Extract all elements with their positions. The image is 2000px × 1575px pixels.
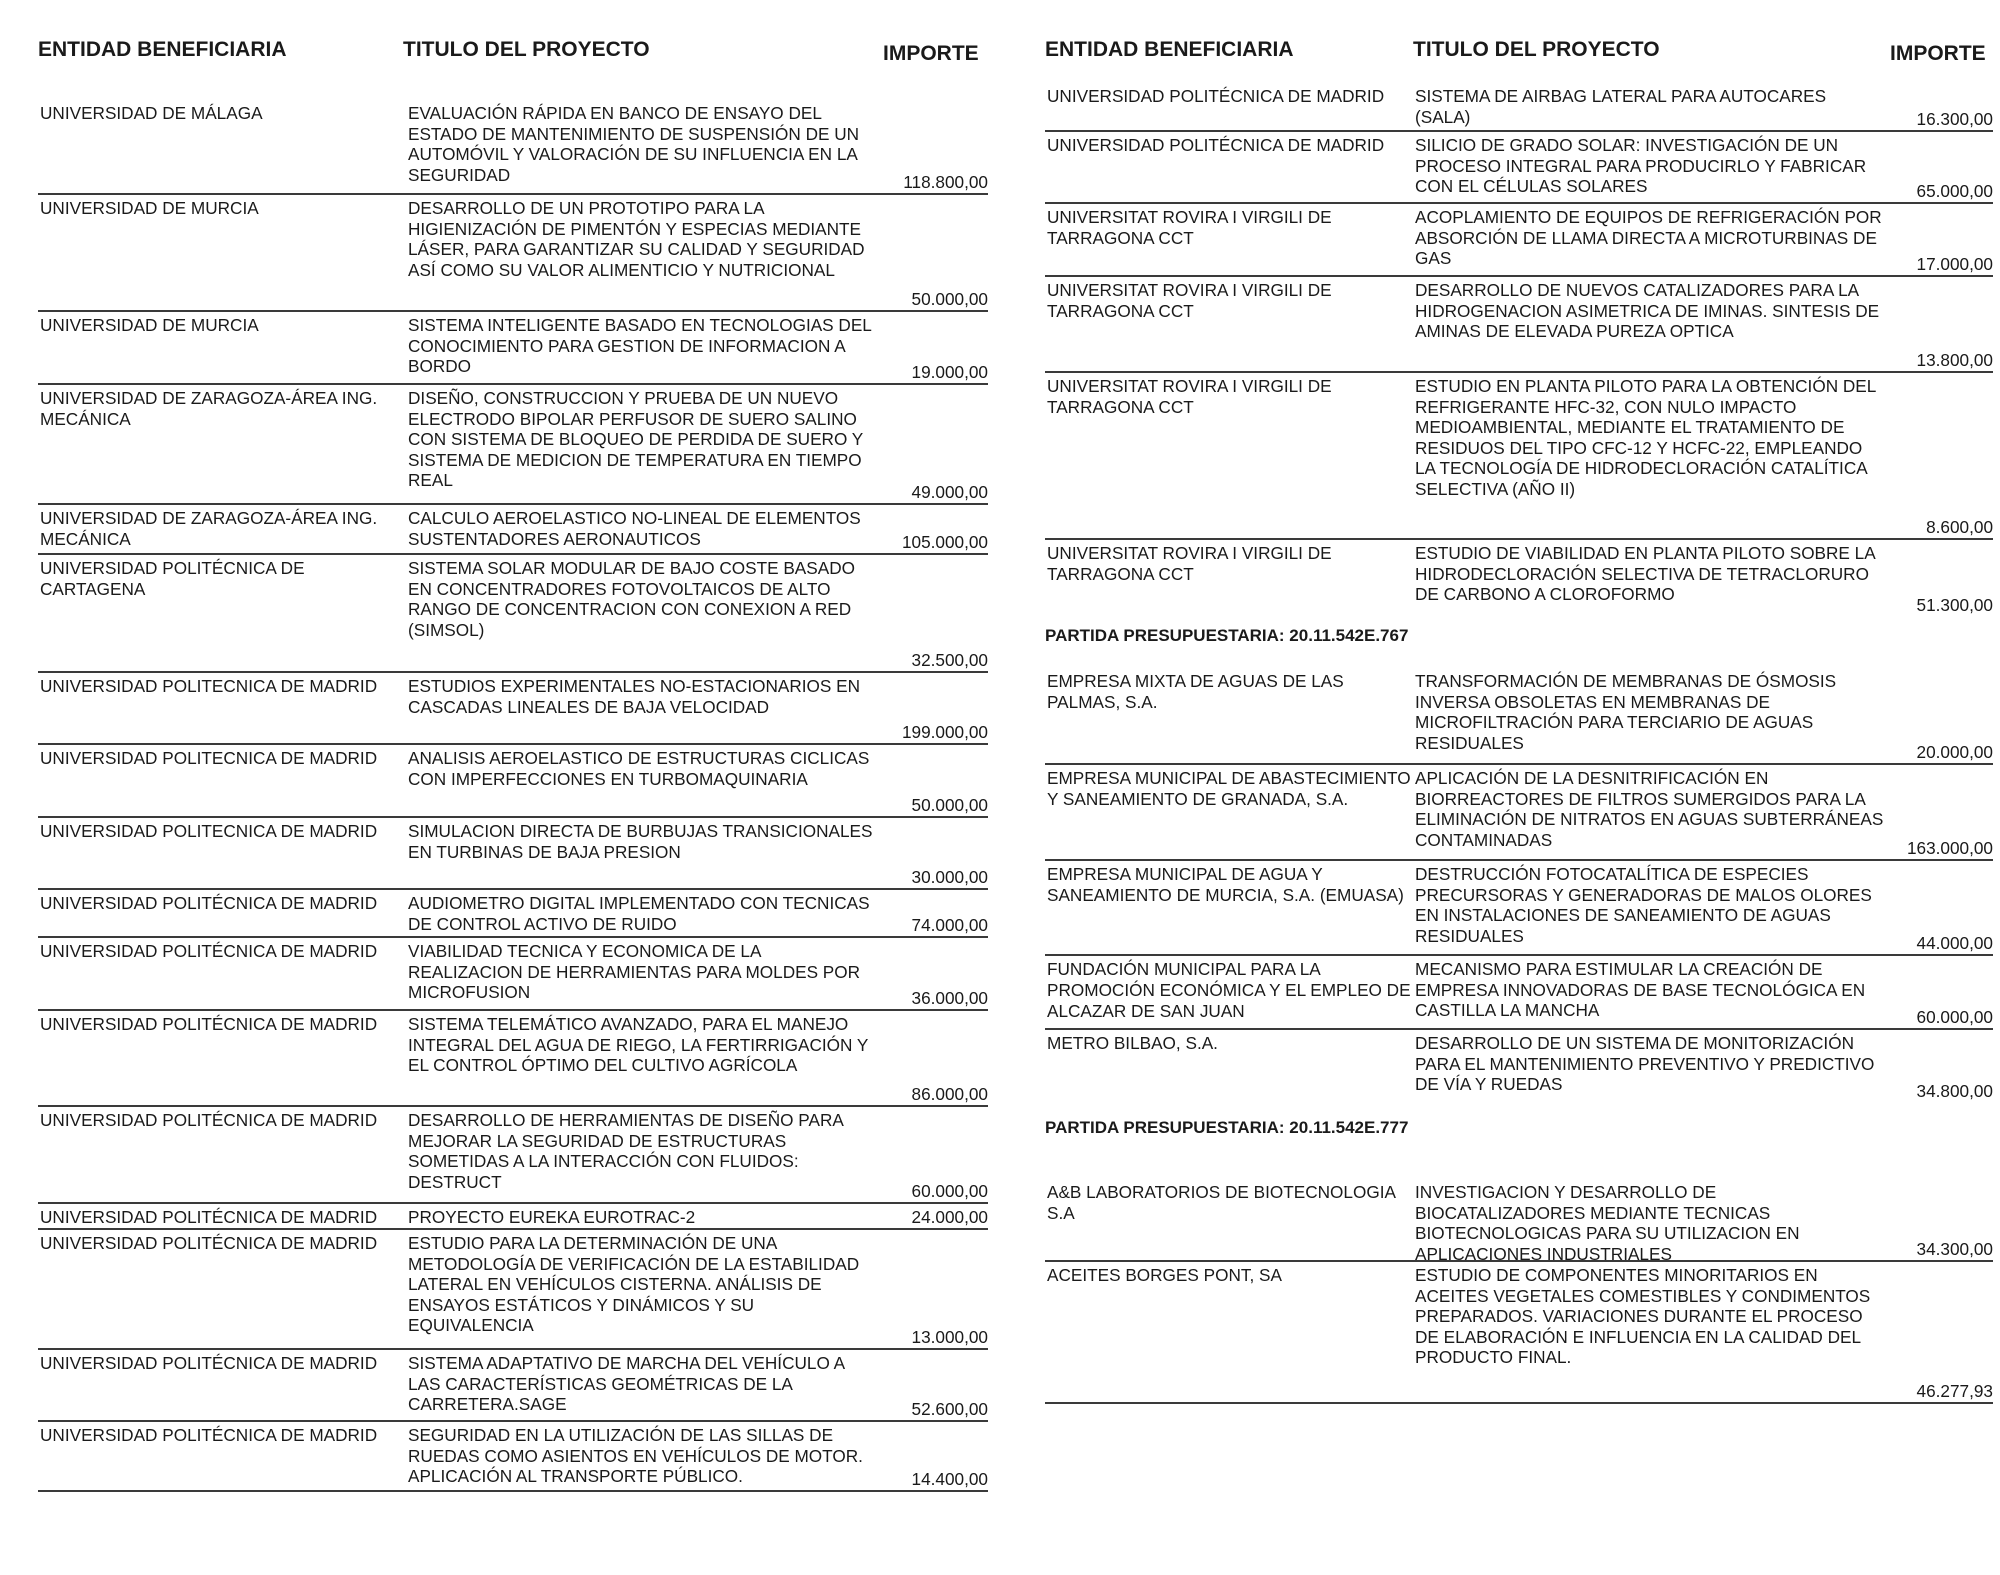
table-row: [38, 890, 988, 938]
entidad-cell: UNIVERSIDAD POLITECNICA DE MADRID: [40, 748, 378, 768]
importe-cell: 163.000,00: [1906, 838, 1993, 858]
titulo-cell: DESARROLLO DE UN SISTEMA DE MONITORIZACIÓN PARA EL MANTENIMIENTO PREVENTIVO Y PREDICTIVO DE VÍA Y RUEDAS: [1415, 1033, 1875, 1095]
titulo-cell: SISTEMA INTELIGENTE BASADO EN TECNOLOGIAS DEL CONOCIMIENTO PARA GESTION DE INFORMACION A BORDO: [408, 315, 872, 377]
table-row: [1045, 277, 1993, 373]
table-row: [38, 1230, 988, 1350]
entidad-cell: UNIVERSIDAD DE MURCIA: [40, 315, 259, 335]
entidad-cell: EMPRESA MUNICIPAL DE AGUA Y SANEAMIENTO DE MURCIA, S.A. (EMUASA): [1047, 864, 1404, 905]
titulo-cell: INVESTIGACION Y DESARROLLO DE BIOCATALIZADORES MEDIANTE TECNICAS BIOTECNOLOGICAS PARA SU UTILIZACION EN APLICACIONES INDUSTRIALES: [1415, 1182, 1800, 1264]
entidad-cell: UNIVERSIDAD POLITÉCNICA DE MADRID: [40, 1207, 378, 1227]
table-row: [38, 1204, 988, 1230]
table-row: [38, 818, 988, 890]
header-entidad: ENTIDAD BENEFICIARIA: [1045, 38, 1294, 61]
table-row: [38, 195, 988, 312]
table-row: [38, 1422, 988, 1492]
entidad-cell: METRO BILBAO, S.A.: [1047, 1033, 1218, 1053]
importe-cell: 36.000,00: [911, 988, 988, 1008]
header-importe: IMPORTE: [883, 42, 979, 65]
importe-cell: 8.600,00: [1926, 517, 1993, 537]
left-header: [38, 0, 988, 100]
entidad-cell: UNIVERSIDAD POLITÉCNICA DE CARTAGENA: [40, 558, 305, 599]
entidad-cell: UNIVERSIDAD POLITÉCNICA DE MADRID: [40, 1014, 378, 1034]
section-heading: PARTIDA PRESUPUESTARIA: 20.11.542E.777: [1045, 1118, 1409, 1137]
titulo-cell: SISTEMA TELEMÁTICO AVANZADO, PARA EL MANEJO INTEGRAL DEL AGUA DE RIEGO, LA FERTIRRIGACIÓN Y EL CONTROL ÓPTIMO DEL CULTIVO AGRÍCOLA: [408, 1014, 869, 1076]
importe-cell: 34.300,00: [1916, 1239, 1993, 1259]
titulo-cell: DESARROLLO DE UN PROTOTIPO PARA LA HIGIENIZACIÓN DE PIMENTÓN Y ESPECIAS MEDIANTE LÁSER, PARA GARANTIZAR SU CALIDAD Y SEGURIDAD ASÍ COMO SU VALOR ALIMENTICIO Y NUTRICIONAL: [408, 198, 865, 280]
titulo-cell: SISTEMA SOLAR MODULAR DE BAJO COSTE BASADO EN CONCENTRADORES FOTOVOLTAICOS DE ALTO RANGO DE CONCENTRACION CON CONEXION A RED (SIMSOL): [408, 558, 855, 640]
section-heading: PARTIDA PRESUPUESTARIA: 20.11.542E.767: [1045, 626, 1409, 645]
importe-cell: 50.000,00: [911, 289, 988, 309]
titulo-cell: SISTEMA DE AIRBAG LATERAL PARA AUTOCARES (SALA): [1415, 86, 1827, 127]
entidad-cell: UNIVERSIDAD POLITÉCNICA DE MADRID: [40, 1110, 378, 1130]
importe-cell: 16.300,00: [1916, 109, 1993, 129]
table-row: [38, 1107, 988, 1204]
importe-cell: 32.500,00: [911, 650, 988, 670]
header-titulo: TITULO DEL PROYECTO: [1413, 38, 1660, 61]
importe-cell: 105.000,00: [901, 532, 988, 552]
header-entidad: ENTIDAD BENEFICIARIA: [38, 38, 287, 61]
importe-cell: 49.000,00: [911, 482, 988, 502]
entidad-cell: ACEITES BORGES PONT, SA: [1047, 1265, 1282, 1285]
table-row: [1045, 373, 1993, 540]
titulo-cell: SIMULACION DIRECTA DE BURBUJAS TRANSICIONALES EN TURBINAS DE BAJA PRESION: [408, 821, 873, 862]
table-row: [38, 745, 988, 818]
titulo-cell: SISTEMA ADAPTATIVO DE MARCHA DEL VEHÍCULO A LAS CARACTERÍSTICAS GEOMÉTRICAS DE LA CARRETERA.SAGE: [408, 1353, 845, 1415]
importe-cell: 65.000,00: [1916, 181, 1993, 201]
titulo-cell: ACOPLAMIENTO DE EQUIPOS DE REFRIGERACIÓN POR ABSORCIÓN DE LLAMA DIRECTA A MICROTURBINAS DE GAS: [1415, 207, 1882, 269]
titulo-cell: AUDIOMETRO DIGITAL IMPLEMENTADO CON TECNICAS DE CONTROL ACTIVO DE RUIDO: [408, 893, 870, 934]
importe-cell: 52.600,00: [911, 1399, 988, 1419]
importe-cell: 44.000,00: [1916, 933, 1993, 953]
titulo-cell: ESTUDIOS EXPERIMENTALES NO-ESTACIONARIOS EN CASCADAS LINEALES DE BAJA VELOCIDAD: [408, 676, 861, 717]
importe-cell: 13.800,00: [1916, 350, 1993, 370]
importe-cell: 51.300,00: [1916, 595, 1993, 615]
right-column: [1045, 0, 1993, 1404]
entidad-cell: UNIVERSIDAD DE MURCIA: [40, 198, 259, 218]
table-row: [1045, 540, 1993, 616]
table-row: [1045, 204, 1993, 277]
titulo-cell: ESTUDIO DE VIABILIDAD EN PLANTA PILOTO SOBRE LA HIDRODECLORACIÓN SELECTIVA DE TETRACLORURO DE CARBONO A CLOROFORMO: [1415, 543, 1875, 605]
entidad-cell: UNIVERSIDAD POLITÉCNICA DE MADRID: [40, 1353, 378, 1373]
entidad-cell: UNIVERSIDAD DE ZARAGOZA-ÁREA ING. MECÁNICA: [40, 508, 378, 549]
entidad-cell: UNIVERSIDAD POLITÉCNICA DE MADRID: [40, 941, 378, 961]
importe-cell: 74.000,00: [911, 915, 988, 935]
titulo-cell: SEGURIDAD EN LA UTILIZACIÓN DE LAS SILLAS DE RUEDAS COMO ASIENTOS EN VEHÍCULOS DE MOTOR. APLICACIÓN AL TRANSPORTE PÚBLICO.: [408, 1425, 863, 1487]
table-row: [1045, 1262, 1993, 1404]
table-row: [1045, 1158, 1993, 1262]
table-row: [1045, 765, 1993, 861]
header-importe: IMPORTE: [1890, 42, 1986, 65]
titulo-cell: ESTUDIO PARA LA DETERMINACIÓN DE UNA METODOLOGÍA DE VERIFICACIÓN DE LA ESTABILIDAD LATERAL EN VEHÍCULOS CISTERNA. ANÁLISIS DE ENSAYOS ESTÁTICOS Y DINÁMICOS Y SU EQUIVALENCIA: [408, 1233, 860, 1336]
importe-cell: 14.400,00: [911, 1469, 988, 1489]
importe-cell: 199.000,00: [901, 722, 988, 742]
left-column: [38, 0, 988, 1492]
titulo-cell: PROYECTO EUREKA EUROTRAC-2: [408, 1207, 696, 1227]
importe-cell: 24.000,00: [911, 1207, 988, 1227]
titulo-cell: SILICIO DE GRADO SOLAR: INVESTIGACIÓN DE UN PROCESO INTEGRAL PARA PRODUCIRLO Y FABRICAR CON EL CÉLULAS SOLARES: [1415, 135, 1867, 197]
table-row: [1045, 132, 1993, 204]
titulo-cell: EVALUACIÓN RÁPIDA EN BANCO DE ENSAYO DEL ESTADO DE MANTENIMIENTO DE SUSPENSIÓN DE UN AUTOMÓVIL Y VALORACIÓN DE SU INFLUENCIA EN LA SEGURIDAD: [408, 103, 860, 185]
table-row: [1045, 83, 1993, 132]
importe-cell: 60.000,00: [911, 1181, 988, 1201]
titulo-cell: ESTUDIO EN PLANTA PILOTO PARA LA OBTENCIÓN DEL REFRIGERANTE HFC-32, CON NULO IMPACTO MEDIOAMBIENTAL, MEDIANTE EL TRATAMIENTO DE RESIDUOS DEL TIPO CFC-12 Y HCFC-22, EMPLEANDO LA TECNOLOGÍA DE HIDRODECLORACIÓN CATALÍTICA SELECTIVA (AÑO II): [1415, 376, 1876, 499]
titulo-cell: DESTRUCCIÓN FOTOCATALÍTICA DE ESPECIES PRECURSORAS Y GENERADORAS DE MALOS OLORES EN INSTALACIONES DE SANEAMIENTO DE AGUAS RESIDUALES: [1415, 864, 1872, 946]
entidad-cell: UNIVERSITAT ROVIRA I VIRGILI DE TARRAGONA CCT: [1047, 207, 1332, 248]
titulo-cell: TRANSFORMACIÓN DE MEMBRANAS DE ÓSMOSIS INVERSA OBSOLETAS EN MEMBRANAS DE MICROFILTRACIÓN PARA TERCIARIO DE AGUAS RESIDUALES: [1415, 671, 1837, 753]
entidad-cell: UNIVERSIDAD POLITÉCNICA DE MADRID: [40, 1233, 378, 1253]
importe-cell: 118.800,00: [903, 172, 988, 192]
entidad-cell: UNIVERSIDAD POLITECNICA DE MADRID: [40, 821, 378, 841]
table-row: [38, 938, 988, 1011]
importe-cell: 60.000,00: [1916, 1007, 1993, 1027]
table-row: [1045, 1030, 1993, 1102]
titulo-cell: DESARROLLO DE HERRAMIENTAS DE DISEÑO PARA MEJORAR LA SEGURIDAD DE ESTRUCTURAS SOMETIDAS A LA INTERACCIÓN CON FLUIDOS: DESTRUCT: [408, 1110, 843, 1192]
entidad-cell: A&B LABORATORIOS DE BIOTECNOLOGIA S.A: [1047, 1182, 1395, 1223]
titulo-cell: CALCULO AEROELASTICO NO-LINEAL DE ELEMENTOS SUSTENTADORES AERONAUTICOS: [408, 508, 861, 549]
table-row: [38, 555, 988, 673]
entidad-cell: EMPRESA MIXTA DE AGUAS DE LAS PALMAS, S.A.: [1047, 671, 1344, 712]
importe-cell: 30.000,00: [911, 867, 988, 887]
table-row: [38, 385, 988, 505]
titulo-cell: MECANISMO PARA ESTIMULAR LA CREACIÓN DE EMPRESA INNOVADORAS DE BASE TECNOLÓGICA EN CASTILLA LA MANCHA: [1415, 959, 1866, 1021]
titulo-cell: DESARROLLO DE NUEVOS CATALIZADORES PARA LA HIDROGENACION ASIMETRICA DE IMINAS. SINTESIS DE AMINAS DE ELEVADA PUREZA OPTICA: [1415, 280, 1880, 342]
table-row: [38, 1350, 988, 1422]
right-header: [1045, 0, 1993, 83]
table-row: [38, 505, 988, 555]
entidad-cell: UNIVERSIDAD POLITÉCNICA DE MADRID: [40, 893, 378, 913]
entidad-cell: UNIVERSIDAD POLITECNICA DE MADRID: [40, 676, 378, 696]
entidad-cell: UNIVERSITAT ROVIRA I VIRGILI DE TARRAGONA CCT: [1047, 280, 1332, 321]
importe-cell: 46.277,93: [1916, 1381, 1993, 1401]
table-row: [38, 673, 988, 745]
header-titulo: TITULO DEL PROYECTO: [403, 38, 650, 61]
table-row: [1045, 668, 1993, 765]
entidad-cell: UNIVERSIDAD POLITÉCNICA DE MADRID: [1047, 135, 1385, 155]
importe-cell: 13.000,00: [911, 1327, 988, 1347]
importe-cell: 20.000,00: [1916, 742, 1993, 762]
table-row: [1045, 956, 1993, 1030]
importe-cell: 19.000,00: [911, 362, 988, 382]
entidad-cell: FUNDACIÓN MUNICIPAL PARA LA PROMOCIÓN ECONÓMICA Y EL EMPLEO DE ALCAZAR DE SAN JUAN: [1047, 959, 1411, 1021]
entidad-cell: UNIVERSIDAD DE ZARAGOZA-ÁREA ING. MECÁNICA: [40, 388, 378, 429]
importe-cell: 86.000,00: [911, 1084, 988, 1104]
entidad-cell: UNIVERSIDAD POLITÉCNICA DE MADRID: [1047, 86, 1385, 106]
importe-cell: 50.000,00: [911, 795, 988, 815]
entidad-cell: EMPRESA MUNICIPAL DE ABASTECIMIENTO Y SANEAMIENTO DE GRANADA, S.A.: [1047, 768, 1411, 809]
table-row: [38, 1011, 988, 1107]
importe-cell: 17.000,00: [1916, 254, 1993, 274]
titulo-cell: DISEÑO, CONSTRUCCION Y PRUEBA DE UN NUEVO ELECTRODO BIPOLAR PERFUSOR DE SUERO SALINO CON SISTEMA DE BLOQUEO DE PERDIDA DE SUERO Y SISTEMA DE MEDICION DE TEMPERATURA EN TIEMPO REAL: [408, 388, 863, 491]
titulo-cell: ANALISIS AEROELASTICO DE ESTRUCTURAS CICLICAS CON IMPERFECCIONES EN TURBOMAQUINARIA: [408, 748, 870, 789]
table-row: [38, 312, 988, 385]
titulo-cell: APLICACIÓN DE LA DESNITRIFICACIÓN EN BIORREACTORES DE FILTROS SUMERGIDOS PARA LA ELIMINACIÓN DE NITRATOS EN AGUAS SUBTERRÁNEAS CONTAMINADAS: [1415, 768, 1884, 850]
entidad-cell: UNIVERSITAT ROVIRA I VIRGILI DE TARRAGONA CCT: [1047, 376, 1332, 417]
entidad-cell: UNIVERSIDAD POLITÉCNICA DE MADRID: [40, 1425, 378, 1445]
titulo-cell: ESTUDIO DE COMPONENTES MINORITARIOS EN ACEITES VEGETALES COMESTIBLES Y CONDIMENTOS PREPARADOS. VARIACIONES DURANTE EL PROCESO DE ELABORACIÓN E INFLUENCIA EN LA CALIDAD DEL PRODUCTO FINAL.: [1415, 1265, 1871, 1368]
table-row: [38, 100, 988, 195]
importe-cell: 34.800,00: [1916, 1081, 1993, 1101]
entidad-cell: UNIVERSITAT ROVIRA I VIRGILI DE TARRAGONA CCT: [1047, 543, 1332, 584]
table-row: [1045, 861, 1993, 956]
entidad-cell: UNIVERSIDAD DE MÁLAGA: [40, 103, 263, 123]
titulo-cell: VIABILIDAD TECNICA Y ECONOMICA DE LA REALIZACION DE HERRAMIENTAS PARA MOLDES POR MICROFUSION: [408, 941, 861, 1003]
